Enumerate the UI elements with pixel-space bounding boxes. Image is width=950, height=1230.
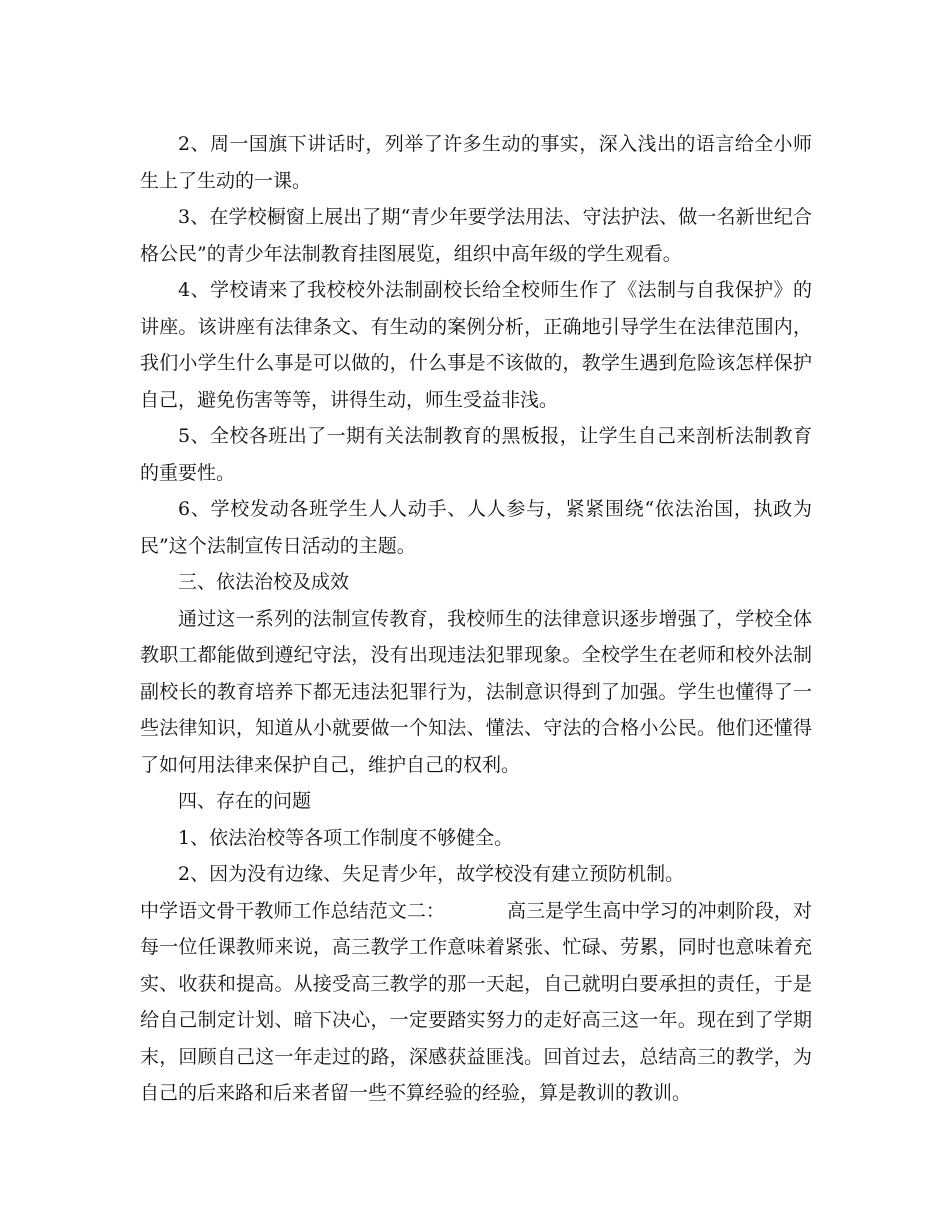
paragraph-item-5: 5、全校各班出了一期有关法制教育的黑板报，让学生自己来剖析法制教育的重要性。 [140, 425, 812, 484]
document-body [140, 126, 812, 1112]
final-paragraph-body: 高三是学生高中学习的冲刺阶段，对每一位任课教师来说，高三教学工作意味着紧张、忙碌、劳累，同时也意味着充实、收获和提高。从接受高三教学的那一天起，自己就明白要承担的责任，于是给自己制定计划、暗下决心，一定要踏实努力的走好高三这一年。现在到了学期末，回顾自己这一年走过的路，深感获益匪浅。回首过去，总结高三的教学，为自己的后来路和后来者留一些不算经验的经验，算是教训的教训。 [140, 899, 812, 1104]
paragraph-item-3: 3、在学校橱窗上展出了期“青少年要学法用法、守法护法、做一名新世纪合格公民”的青少年法制教育挂图展览，组织中高年级的学生观看。 [140, 206, 812, 265]
paragraph-item-6: 6、学校发动各班学生人人动手、人人参与，紧紧围绕“依法治国，执政为民”这个法制宣传日活动的主题。 [140, 498, 812, 557]
paragraph-item-4: 4、学校请来了我校校外法制副校长给全校师生作了《法制与自我保护》的讲座。该讲座有法律条文、有生动的案例分析，正确地引导学生在法律范围内，我们小学生什么事是可以做的，什么事是不该做的，教学生遇到危险该怎样保护自己，避免伤害等等，讲得生动，师生受益非浅。 [140, 279, 812, 411]
final-paragraph [140, 893, 812, 1112]
section-heading-4: 四、存在的问题 [178, 790, 312, 812]
section-heading-3: 三、依法治校及成效 [178, 571, 350, 593]
paragraph-problem-2: 2、因为没有边缘、失足青少年，故学校没有建立预防机制。 [178, 863, 685, 885]
paragraph-problem-1: 1、依法治校等各项工作制度不够健全。 [178, 826, 514, 849]
paragraph-item-2: 2、周一国旗下讲话时，列举了许多生动的事实，深入浅出的语言给全小师生上了生动的一课。 [140, 133, 812, 192]
paragraph-results: 通过这一系列的法制宣传教育，我校师生的法律意识逐步增强了，学校全体教职工都能做到遵纪守法，没有出现违法犯罪现象。全校学生在老师和校外法制副校长的教育培养下都无违法犯罪行为，法制意识得到了加强。学生也懂得了一些法律知识，知道从小就要做一个知法、懂法、守法的合格小公民。他们还懂得了如何用法律来保护自己，维护自己的权利。 [140, 607, 812, 776]
final-paragraph-title: 中学语文骨干教师工作总结范文二： [140, 899, 445, 922]
